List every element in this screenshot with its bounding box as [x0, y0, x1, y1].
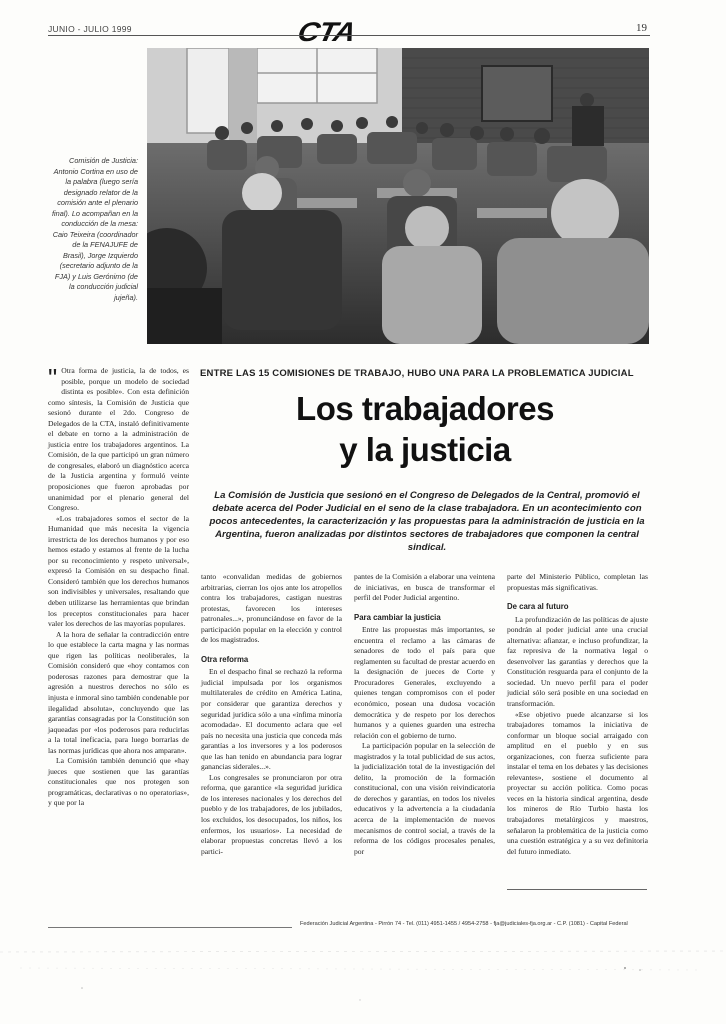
column-paragraph: «Los trabajadores somos el sector de la Humanidad que más necesita la vigencia irrestricta de los derechos humanos y por eso hemos estado y estamos al frente de la lucha por su reconocimiento y respeto universal», expresó la Comisión en su despacho final. Consideró también que los derechos humanos son indivisibles y universales, resaltando que deben utilizarse las herramientas que brindan los preceptos constitucionales para hacer valer los derechos de las mayorías populares.	[48, 513, 189, 629]
article-column-2	[201, 572, 342, 857]
issue-date: JUNIO - JULIO 1999	[48, 24, 132, 34]
column-paragraph: La profundización de las políticas de ajuste pondrán al poder judicial ante una crucial alternativa: afianzar, e incluso profundizar, la faz represiva de la normativa legal o desenvolver las garantías y derechos que la Constitución resguarda para el conjunto de la sociedad. Un nuevo perfil para el poder judicial sólo será posible en una sociedad en transformación.	[507, 614, 648, 709]
photo-caption: Comisión de Justicia: Antonio Cortina en uso de la palabra (luego sería designado relator de la comisión ante el plenario final). Lo acompañan en la conducción de la mesa: Caio Teixeira (coordinador de la FENAJUFE de Brasil), Jorge Izquierdo (secretario adjunto de la FJA) y Luis Gerónimo (de la conducción judicial jujeña).	[52, 156, 138, 302]
column-paragraph: En el despacho final se rechazó la reforma judicial impulsada por los organismos multilaterales de crédito en América Latina, por considerar que garantiza derechos y seguridad jurídica sólo a una «ínfima minoría acomodada». El documento aclara que «el país no necesita una justicia que conceda más garantías a los inversores y a los poderosos que las han tenido en abundancia para lograr ganancias siderales...».	[201, 667, 342, 772]
headline-line-1: Los trabajadores	[296, 390, 554, 427]
column-paragraph: Los congresales se pronunciaron por otra reforma, que garantice «la seguridad jurídica de los intereses nacionales y los derechos del pueblo y de los trabajadores, de los jubilados, los excluidos, los desocupados, los niños, los enfermos, los usuarios». La necesidad de elaborar propuestas concretas llevó a los partici-	[201, 772, 342, 856]
article-kicker: ENTRE LAS 15 COMISIONES DE TRABAJO, HUBO UNA PARA LA PROBLEMATICA JUDICIAL	[200, 368, 634, 379]
article-headline	[200, 388, 650, 470]
column-paragraph: La Comisión también denunció que «hay jueces que sostienen que las garantías constitucionales que nos protegen son programáticas, declarativas o no operatorias», y que por la	[48, 756, 189, 808]
column-paragraph: A la hora de señalar la contradicción entre lo que establece la carta magna y las normas que rigen las políticas neoliberales, la Comisión consideró que «hoy contamos con poderosas razones para demostrar que la agresión a nuestros derechos no sólo es injusta e inmoral sino también condenable por ilegalidad absoluta», concluyendo que las garantías consagradas por la Constitución son jaqueadas por «los poderosos para reducirlas a la total ineficacia, para luego borrarlas de las normas jurídicas que ahora nos amparan».	[48, 629, 189, 755]
article-column-3	[354, 572, 495, 857]
cta-logo: CTA	[294, 17, 358, 48]
column-paragraph: Entre las propuestas más importantes, se encuentra el reclamo a las cámaras de senadores de todo el país para que reglamenten su facultad de prestar acuerdo en la designación de jueces de Corte y Procuradores Generales, excluyendo a quienes tengan compromisos con el poder económico, posean una dudosa vocación democrática y de respeto por los derechos humanos y a quienes guarden una estrecha relación con el gobierno de turno.	[354, 625, 495, 740]
article-lead: La Comisión de Justicia que sesionó en el Congreso de Delegados de la Central, promovió el debate acerca del Poder Judicial en el seno de la clase trabajadora. En un acontecimiento con pocos antecedentes, la caracterización y las propuestas para la administración de justicia en la Argentina, fueron analizadas por distintos sectores de trabajadores que componen la central sindical.	[209, 490, 645, 553]
article-column-1	[48, 363, 189, 809]
header-rule	[48, 35, 650, 36]
section-subheading: Para cambiar la justicia	[354, 612, 441, 622]
article-end-rule	[507, 889, 647, 890]
column-paragraph: «Ese objetivo puede alcanzarse si los trabajadores tomamos la iniciativa de conformar un bloque social arraigado con amplitud en el pueblo y en sus organizaciones, con fuerza suficiente para instalar el tema en los debates y las decisiones relevantes», sostiene el documento al proyectar su acción política. Como pocas veces en la historia sindical argentina, desde los mineros de Río Turbio hasta los trabajadores metalúrgicos y maestros, señalaron la problemática de la justicia como una cuestión estratégica y a su vez definitoria del futuro inmediato.	[507, 709, 648, 856]
commission-photo	[147, 48, 649, 344]
article-column-4	[507, 572, 648, 857]
page-number: 19	[636, 22, 647, 34]
section-subheading: Otra reforma	[201, 654, 249, 664]
column-paragraph: parte del Ministerio Público, completan las propuestas más significativas.	[507, 572, 648, 592]
footer-address: Federación Judicial Argentina - Pirrón 74 - Tel. (011) 4951-1455 / 4954-2758 - fja@judiciales-fja.org.ar - C.P. (1081) - Capital Federal	[300, 921, 628, 927]
headline-line-2: y la justicia	[339, 431, 511, 468]
column-paragraph: pantes de la Comisión a elaborar una veintena de iniciativas, en busca de transformar el perfil del Poder Judicial argentino.	[354, 572, 495, 603]
scan-noise	[0, 940, 726, 1024]
section-subheading: De cara al futuro	[507, 602, 569, 612]
column-paragraph: " Otra forma de justicia, la de todos, es posible, porque un modelo de sociedad distinta es posible». Con esta definición como síntesis, la Comisión de Justicia que sesionó durante el 2do. Congreso de Delegados de la CTA, instaló definitivamente el debate en torno a la administración de justicia entre los trabajadores argentinos. La Comisión, de la que participó un gran número de congresales, elaboró un diagnóstico acerca de la Justicia argentina y formuló veinte proposiciones que fueron aprobadas por unanimidad por el plenario general del Congreso.	[48, 363, 189, 513]
column-paragraph: tanto «convalidan medidas de gobiernos arbitrarias, cierran los ojos ante los atropellos contra los trabajadores, castigan nuestras protestas, favorecen los intereses patronales...», pronunciándose en favor de la participación popular en la elección y control de los magistrados.	[201, 572, 342, 645]
drop-cap: "	[48, 363, 58, 393]
footer-rule	[48, 927, 292, 928]
column-paragraph: La participación popular en la selección de magistrados y la total publicidad de sus actos, la judicialización total de la investigación del delito, la promoción de la formación constitucional, con una visión reivindicatoria de derechos y garantías, en todos los niveles educativos y la advertencia a la ciudadanía acerca de la implementación de nuevos mecanismos de control social, a través de la reforma de los códigos procesales penales, por	[354, 741, 495, 856]
